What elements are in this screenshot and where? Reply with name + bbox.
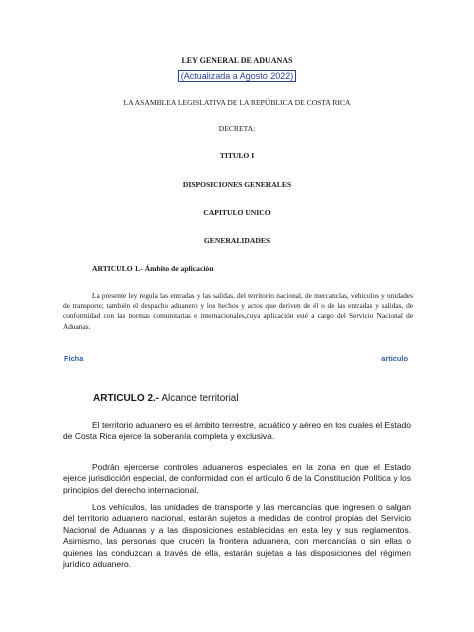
- article-2-heading: [93, 393, 239, 404]
- law-subtitle-wrapper: [0, 66, 474, 84]
- article-2-paragraph: Los vehículos, las unidades de transporte y las mercancías que ingresen o salgan del territorio aduanero nacional, estarán sujetos a medidas de control propias del Servicio Nacional de Aduanas y a las disposiciones establecidas en esta ley y sus reglamentos. Asimismo, las personas que crucen la frontera aduanera, con mercancías o sin ellas o quienes las conduzcan a través de ella, estarán sujetas a las disposiciones del régimen jurídico aduanero.: [63, 502, 411, 570]
- articulo-link[interactable]: articulo: [381, 354, 408, 363]
- article-2-title: Alcance territorial: [159, 393, 239, 404]
- capitulo-heading: CAPITULO UNICO: [203, 208, 271, 217]
- law-title: LEY GENERAL DE ADUANAS: [181, 56, 293, 65]
- assembly-heading: LA ASAMBLEA LEGISLATIVA DE LA REPÚBLICA DE COSTA RICA: [123, 98, 351, 107]
- article-1-heading: ARTICULO 1.- Ámbito de aplicación: [92, 264, 214, 273]
- article-1-text: La presente ley regula las entradas y las salidas, del territorio nacional, de mercancías, vehículos y unidades de transporte; también el despacho aduanero y los hechos y actos que deriven de él o de las entradas y salidas, de conformidad con las normas comunitarias e internacionales,cuya aplicación esté a cargo del Servicio Nacional de Aduanas.: [63, 291, 413, 331]
- article-2-paragraph: El territorio aduanero es el ámbito terrestre, acuático y aéreo en los cuales el Estado de Costa Rica ejerce la soberanía completa y exclusiva.: [63, 420, 411, 442]
- disposiciones-heading: DISPOSICIONES GENERALES: [182, 180, 292, 189]
- article-2-number: ARTICULO 2.-: [93, 393, 160, 404]
- law-subtitle: (Actualizada a Agosto 2022): [178, 70, 297, 82]
- titulo-heading: TITULO I: [219, 151, 255, 160]
- article-2-paragraph: Podrán ejercerse controles aduaneros especiales en la zona en que el Estado ejerce jurisdicción especial, de conformidad con el artículo 6 de la Constitución Política y los principios del derecho internacional.: [63, 462, 411, 495]
- ficha-link[interactable]: Ficha: [64, 354, 84, 363]
- decreta-heading: DECRETA:: [218, 124, 256, 133]
- generalidades-heading: GENERALIDADES: [203, 236, 271, 245]
